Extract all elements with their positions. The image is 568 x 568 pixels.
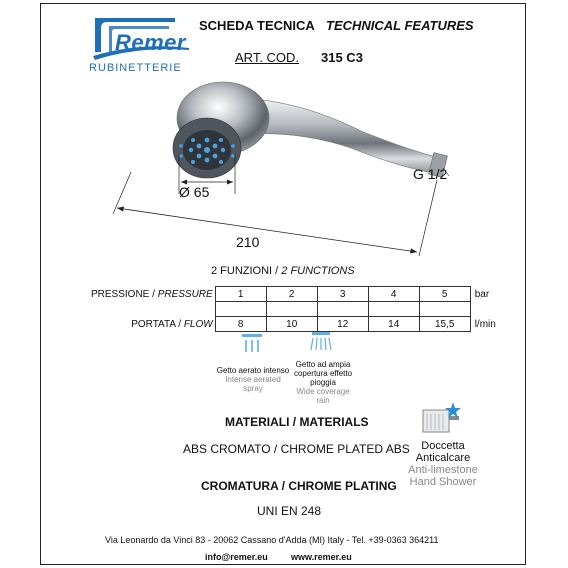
materials-heading: MATERIALI / MATERIALS — [225, 415, 369, 429]
functions-italic: 2 FUNCTIONS — [281, 265, 355, 277]
diameter-label: Ø 65 — [179, 184, 210, 200]
flow-unit: l/min — [474, 318, 496, 330]
caption-line: Wide coverage — [296, 387, 350, 396]
anti-limestone-badge — [393, 440, 493, 488]
functions-prefix: 2 FUNZIONI / — [211, 265, 282, 277]
pressure-row — [91, 287, 511, 302]
flow-row — [91, 317, 511, 332]
aerated-spray-caption — [213, 366, 293, 393]
badge-line: Anti-limestone — [408, 464, 478, 476]
thread-label: G 1/2 — [413, 166, 448, 182]
title-english: TECHNICAL FEATURES — [326, 18, 474, 33]
caption-line: pioggia — [310, 378, 336, 387]
caption-line: rain — [316, 396, 330, 405]
art-code-value: 315 C3 — [321, 50, 363, 65]
flow-value: 10 — [266, 317, 317, 332]
caption-line: spray — [243, 384, 263, 393]
aerated-spray-icon — [241, 332, 263, 354]
flow-label-text: PORTATA / — [131, 318, 184, 330]
flow-value: 8 — [215, 317, 266, 332]
length-label: 210 — [236, 234, 260, 250]
flow-value: 14 — [368, 317, 419, 332]
flow-label-italic: FLOW — [183, 318, 213, 330]
plating-heading: CROMATURA / CHROME PLATING — [201, 479, 397, 493]
spec-table — [91, 286, 511, 332]
rain-spray-caption — [285, 360, 361, 405]
footer-website[interactable]: www.remer.eu — [291, 552, 352, 562]
remer-logo — [89, 12, 193, 76]
pressure-value: 1 — [215, 287, 266, 302]
plating-text: UNI EN 248 — [257, 504, 322, 518]
functions-line — [211, 265, 355, 277]
title-italian: SCHEDA TECNICA — [199, 18, 315, 33]
pressure-value: 3 — [317, 287, 368, 302]
flow-value: 12 — [317, 317, 368, 332]
footer-address: Via Leonardo da Vinci 83 - 20062 Cassano d'Adda (MI) Italy - Tel. +39-0363 364211 — [105, 535, 439, 545]
caption-line: Intense aerated — [225, 375, 281, 384]
badge-line: Anticalcare — [415, 452, 471, 464]
table-spacer — [91, 302, 511, 317]
logo-wordmark: Remer — [115, 30, 186, 55]
rain-spray-icon — [309, 330, 333, 352]
pressure-value: 4 — [368, 287, 419, 302]
pressure-label-text: PRESSIONE / — [91, 288, 158, 300]
badge-line: Hand Shower — [409, 476, 477, 488]
flow-value: 15,5 — [419, 317, 470, 332]
pressure-label — [91, 287, 215, 302]
pressure-unit: bar — [474, 288, 490, 300]
technical-sheet — [40, 3, 526, 565]
pressure-value: 5 — [419, 287, 470, 302]
art-code-label: ART. COD. — [235, 50, 300, 65]
footer-email[interactable]: info@remer.eu — [205, 552, 268, 562]
caption-line: Getto aerato intenso — [216, 366, 290, 375]
flow-label — [91, 317, 215, 332]
logo-subtitle: RUBINETTERIE — [89, 62, 182, 74]
caption-line: copertura effetto — [293, 369, 353, 378]
pressure-value: 2 — [266, 287, 317, 302]
materials-text: ABS CROMATO / CHROME PLATED ABS — [183, 442, 410, 456]
badge-line: Doccetta — [421, 440, 465, 452]
shower-drawing — [111, 76, 451, 266]
anti-limestone-icon — [421, 402, 463, 434]
caption-line: Getto ad ampia — [295, 360, 351, 369]
pressure-label-italic: PRESSURE — [157, 288, 213, 300]
